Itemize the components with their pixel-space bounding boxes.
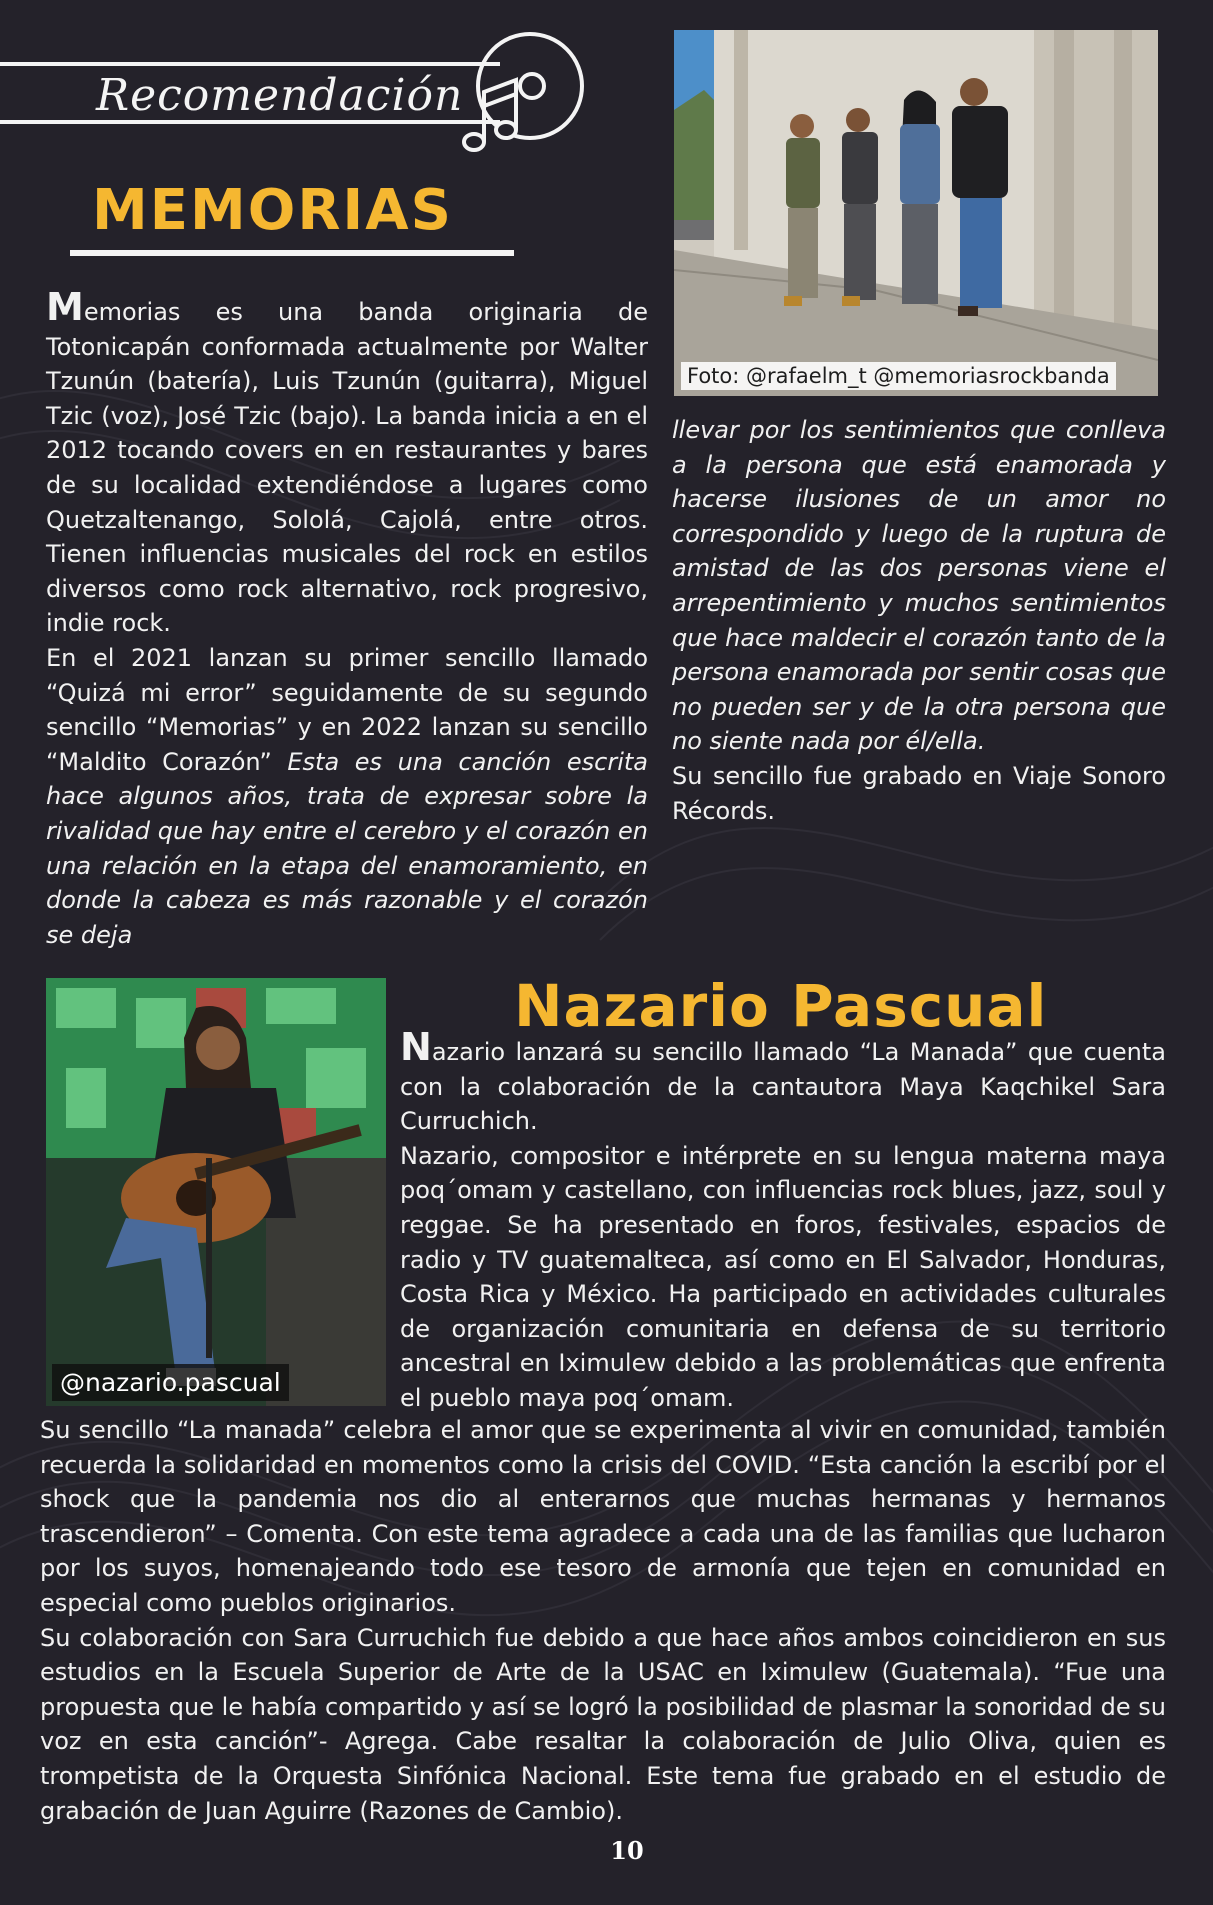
memorias-paragraph-2 [46,641,648,952]
drop-cap-m: M [46,285,84,329]
band-photo [674,30,1158,396]
title-underline [70,250,514,256]
memorias-p2-normal: En el 2021 lanzan su primer sencillo llamado “Quizá mi error” seguidamente de su segundo sencillo “Memorias” y en 2022 lanzan su sencillo “Maldito Corazón” [46,643,648,776]
article-title-nazario: Nazario Pascual [514,972,1048,1040]
nazario-intro: azario lanzará su sencillo llamado “La Manada” que cuenta con la colaboración de la cantautora Maya Kaqchikel Sara Curruchich. [400,1038,1166,1136]
nazario-side-column [400,1025,1166,1416]
memorias-left-column [46,285,648,952]
article-title-memorias: MEMORIAS [92,178,453,243]
memorias-right-normal: Su sencillo fue grabado en Viaje Sonoro Récords. [672,761,1166,825]
section-label: Recomendación [96,70,464,121]
music-note-disc-icon [462,30,592,155]
nazario-photo [46,978,386,1406]
memorias-right-italic: llevar por los sentimientos que conlleva a la persona que está enamorada y hacerse ilusiones de un amor no correspondido y luego de la ruptura de amistad de las dos personas viene el arrepentimiento y muchos sentimientos que hace maldecir el corazón tanto de la persona enamorada por sentir cosas que no pueden ser y de la otra persona que no siente nada por él/ella. [672,416,1166,756]
nazario-paragraph-2: Nazario, compositor e intérprete en su lengua materna maya poq´omam y castellano, con influencias rock blues, jazz, soul y reggae. Se ha presentado en foros, festivales, espacios de radio y TV guatemalteca, así como en El Salvador, Honduras, Costa Rica y México. Ha participado en actividades culturales de organización comunitaria en defensa de su territorio ancestral en Iximulew debido a las problemáticas que enfrenta el pueblo maya poq´omam. [400,1141,1166,1412]
memorias-intro: emorias es una banda originaria de Totonicapán conformada actualmente por Walter Tzunún (batería), Luis Tzunún (guitarra), Miguel Tzic (voz), José Tzic (bajo). La banda inicia a en el 2012 tocando covers en en restaurantes y bares de su localidad extendiéndose a lugares como Quetzaltenango, Sololá, Cajolá, entre otros. Tienen influencias musicales del rock en estilos diversos como rock alternativo, rock progresivo, indie rock. [46,298,648,638]
nazario-paragraph-4: Su colaboración con Sara Curruchich fue debido a que hace años ambos coincidieron en sus estudios en la Escuela Superior de Arte de la USAC en Iximulew (Guatemala). “Fue una propuesta que le había compartido y así se logró la posibilidad de plasmar la sonoridad de su voz en esta canción”- Agrega. Cabe resaltar la colaboración de Julio Oliva, quien es trompetista de la Orquesta Sinfónica Nacional. Este tema fue grabado en el estudio de grabación de Juan Aguirre (Razones de Cambio). [40,1623,1166,1825]
memorias-paragraph-1 [46,285,648,641]
band-photo-caption: Foto: @rafaelm_t @memoriasrockbanda [681,362,1116,390]
memorias-p2-italic: Esta es una canción escrita hace algunos años, trata de expresar sobre la rivalidad que hay entre el cerebro y el corazón en una relación en la etapa del enamoramiento, en donde la cabeza es más razonable y el corazón se deja [46,747,648,949]
drop-cap-n: N [400,1025,432,1069]
nazario-paragraph-3: Su sencillo “La manada” celebra el amor que se experimenta al vivir en comunidad, también recuerda la solidaridad en momentos como la crisis del COVID. “Esta canción la escribí por el shock que la pandemia nos dio al enterarnos que muchas hermanas y hermanos trascendieron” – Comenta. Con este tema agradece a cada una de las familias que lucharon por los suyos, homenajeando todo ese tesoro de armonía que tejen en comunidad en especial como pueblos originarios. [40,1416,1166,1617]
nazario-full-width [40,1413,1166,1828]
nazario-paragraph-1 [400,1025,1166,1139]
nazario-photo-caption: @nazario.pascual [52,1364,289,1401]
memorias-right-column [672,413,1166,828]
page-number: 10 [610,1836,644,1865]
